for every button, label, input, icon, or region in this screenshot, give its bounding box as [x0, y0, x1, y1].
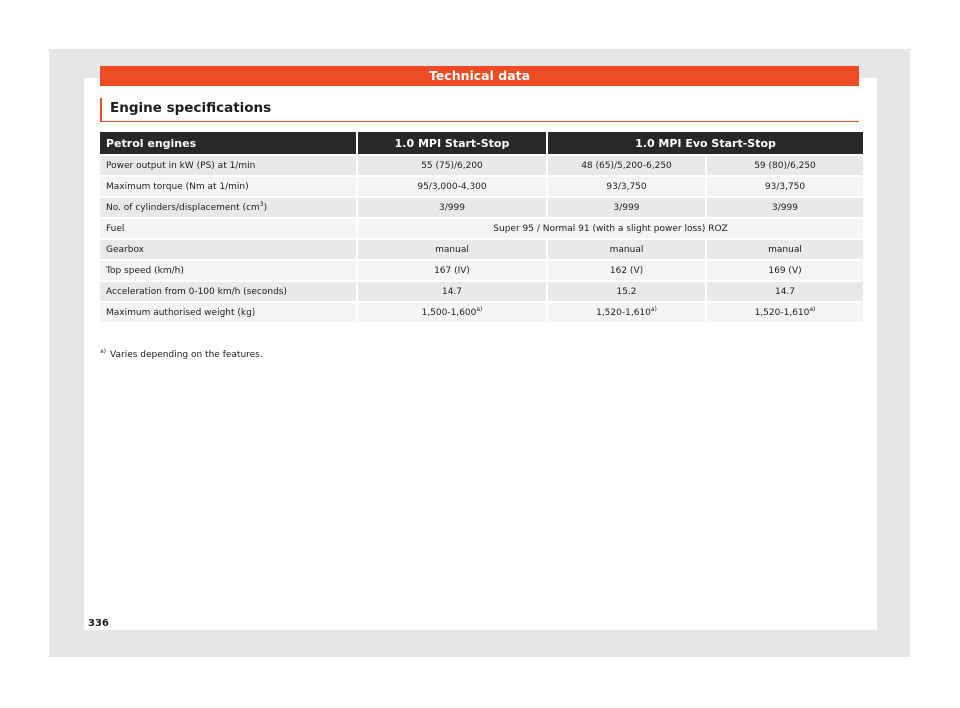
engine-specs-table	[98, 130, 865, 324]
cell-value: 1,520-1,610	[754, 307, 810, 318]
row-label-text: No. of cylinders/displacement (cm	[106, 202, 260, 213]
table-cell: 93/3,750	[548, 177, 705, 196]
cell-value: 1,500-1,600	[421, 307, 477, 318]
row-label	[100, 198, 356, 217]
table-cell: manual	[548, 240, 705, 259]
table-row	[100, 282, 863, 301]
table-cell: 3/999	[358, 198, 546, 217]
header-mpi-start-stop: 1.0 MPI Start-Stop	[358, 132, 546, 154]
header-mpi-evo-start-stop: 1.0 MPI Evo Start-Stop	[548, 132, 863, 154]
table-cell: 55 (75)/6,200	[358, 156, 546, 175]
row-label: Fuel	[100, 219, 356, 238]
table-cell: 169 (V)	[707, 261, 863, 280]
table-cell: manual	[707, 240, 863, 259]
superscript: 3	[259, 200, 264, 208]
table-row	[100, 177, 863, 196]
table-cell-merged: Super 95 / Normal 91 (with a slight power loss) ROZ	[358, 219, 863, 238]
table-cell: 3/999	[548, 198, 705, 217]
table-cell: 167 (IV)	[358, 261, 546, 280]
footnote-ref: a)	[476, 305, 483, 313]
table-cell	[707, 303, 863, 322]
section-title-text: Engine specifications	[110, 100, 272, 116]
table-header-row	[100, 132, 863, 154]
page-number: 336	[88, 618, 109, 629]
table-cell: 3/999	[707, 198, 863, 217]
header-petrol-engines: Petrol engines	[100, 132, 356, 154]
table-row	[100, 219, 863, 238]
row-label: Maximum torque (Nm at 1/min)	[100, 177, 356, 196]
row-label: Gearbox	[100, 240, 356, 259]
row-label: Acceleration from 0-100 km/h (seconds)	[100, 282, 356, 301]
table-row	[100, 261, 863, 280]
table-row	[100, 198, 863, 217]
table-row	[100, 240, 863, 259]
footnote-marker: a)	[100, 348, 107, 355]
row-label: Maximum authorised weight (kg)	[100, 303, 356, 322]
table-cell: 15.2	[548, 282, 705, 301]
table-cell: 14.7	[707, 282, 863, 301]
section-heading	[100, 98, 859, 122]
table-cell: manual	[358, 240, 546, 259]
table-cell: 48 (65)/5,200-6,250	[548, 156, 705, 175]
table-cell: 59 (80)/6,250	[707, 156, 863, 175]
table-cell: 93/3,750	[707, 177, 863, 196]
footnote-ref: a)	[809, 305, 816, 313]
footnote	[100, 350, 263, 360]
table-row	[100, 303, 863, 322]
footnote-text: Varies depending on the features.	[110, 350, 263, 360]
table-cell	[548, 303, 705, 322]
table-row	[100, 156, 863, 175]
row-label: Power output in kW (PS) at 1/min	[100, 156, 356, 175]
table-cell	[358, 303, 546, 322]
row-label-suffix: )	[263, 202, 268, 213]
table-cell: 162 (V)	[548, 261, 705, 280]
row-label: Top speed (km/h)	[100, 261, 356, 280]
footnote-ref: a)	[650, 305, 657, 313]
cell-value: 1,520-1,610	[596, 307, 651, 318]
chapter-banner: Technical data	[100, 66, 859, 86]
table-cell: 14.7	[358, 282, 546, 301]
table-cell: 95/3,000-4,300	[358, 177, 546, 196]
